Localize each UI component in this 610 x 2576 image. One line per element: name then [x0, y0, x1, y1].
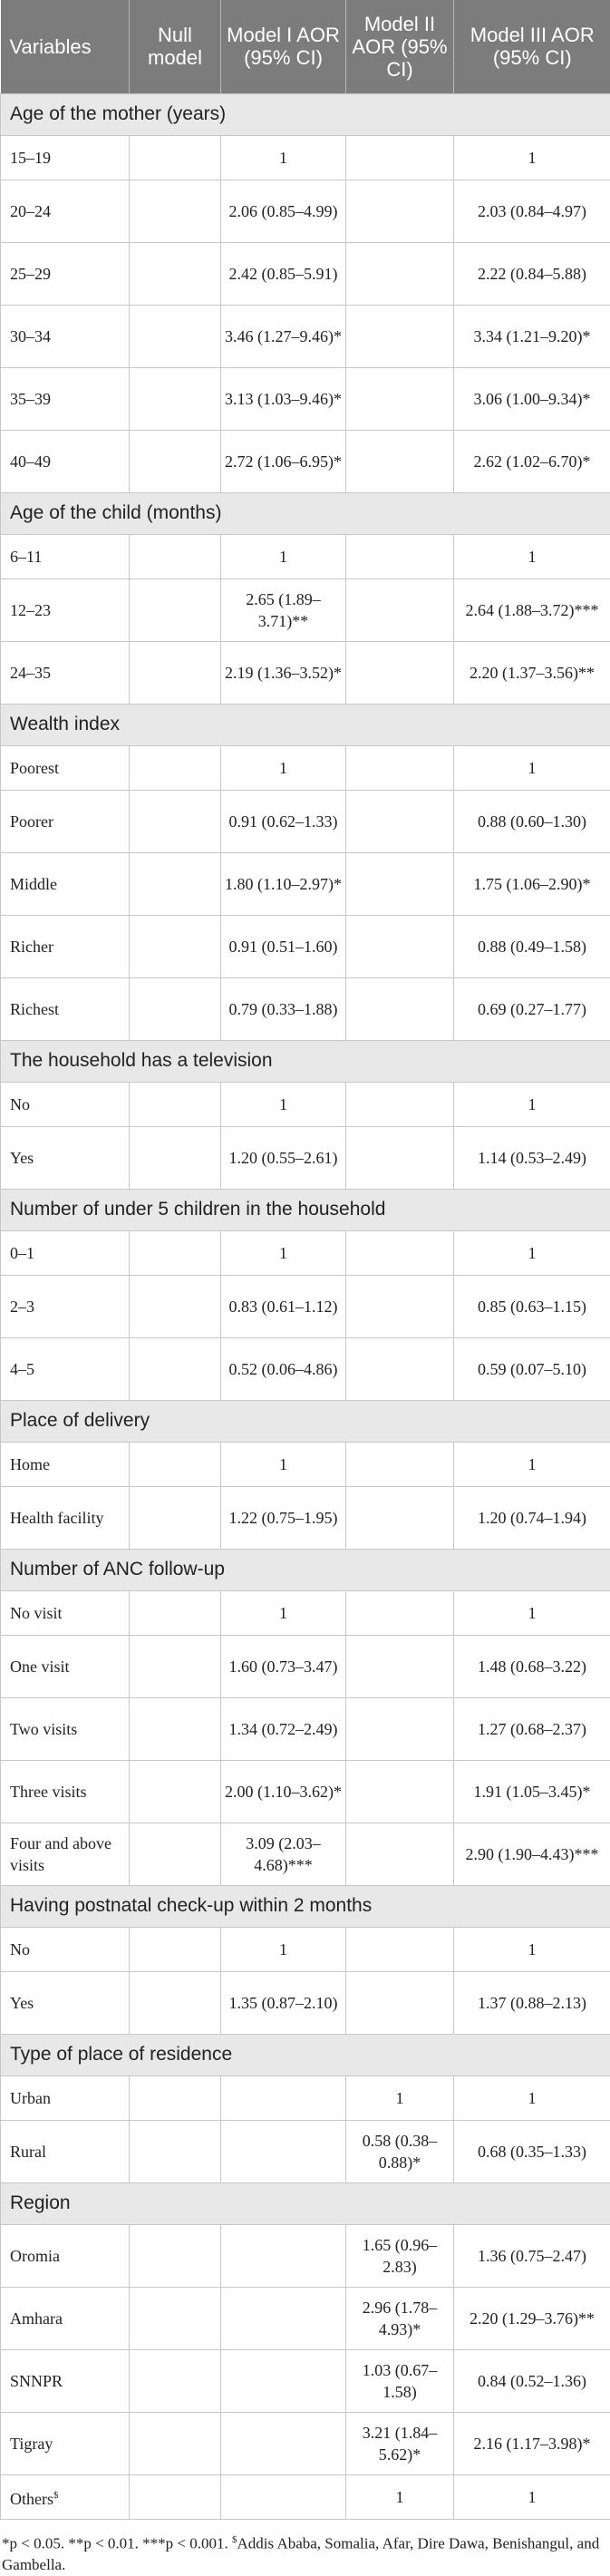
model-1-cell	[221, 2287, 346, 2349]
model-2-cell	[346, 745, 454, 790]
model-1-cell: 0.91 (0.51–1.60)	[221, 915, 346, 977]
model-1-cell: 1.20 (0.55–2.61)	[221, 1126, 346, 1189]
null-model-cell	[130, 367, 221, 430]
variable-label-text: 2–3	[10, 1298, 34, 1316]
section-header-row	[1, 2034, 610, 2075]
table-row	[1, 915, 610, 977]
model-3-cell: 1	[454, 1590, 610, 1635]
table-row	[1, 977, 610, 1040]
null-model-cell	[130, 1971, 221, 2034]
model-2-cell	[346, 135, 454, 180]
model-2-cell: 1.65 (0.96–2.83)	[346, 2224, 454, 2287]
variable-label-text: No	[10, 1940, 30, 1959]
variable-label-text: 30–34	[10, 327, 51, 345]
model-1-cell: 2.65 (1.89–3.71)**	[221, 578, 346, 641]
variable-label	[1, 1442, 130, 1486]
section-header-row	[1, 704, 610, 745]
model-1-cell: 1	[221, 1590, 346, 1635]
variable-label	[1, 977, 130, 1040]
table-row	[1, 1230, 610, 1275]
section-title: The household has a television	[1, 1040, 610, 1082]
table-row	[1, 430, 610, 492]
table-row	[1, 2120, 610, 2182]
model-1-cell: 1.34 (0.72–2.49)	[221, 1697, 346, 1760]
model-3-cell: 1.27 (0.68–2.37)	[454, 1697, 610, 1760]
model-1-cell: 0.91 (0.62–1.33)	[221, 790, 346, 852]
variable-label	[1, 1082, 130, 1126]
variable-label-text: Richest	[10, 1000, 59, 1018]
variable-label-text: 15–19	[10, 149, 51, 167]
section-title: Number of under 5 children in the household	[1, 1189, 610, 1230]
model-2-cell	[346, 1697, 454, 1760]
variable-label-text: Yes	[10, 1149, 34, 1167]
model-2-cell	[346, 1337, 454, 1400]
variable-label	[1, 2349, 130, 2412]
table-row	[1, 1126, 610, 1189]
null-model-cell	[130, 790, 221, 852]
header-model-1: Model I AOR (95% CI)	[221, 0, 346, 93]
variable-label	[1, 1927, 130, 1971]
variable-label-text: 4–5	[10, 1360, 34, 1378]
footnote-symbol: $	[232, 2534, 237, 2545]
section-header-row	[1, 2182, 610, 2224]
variable-label-text: Middle	[10, 875, 57, 893]
model-1-cell: 1	[221, 534, 346, 578]
variable-label-text: Richer	[10, 938, 53, 956]
null-model-cell	[130, 1337, 221, 1400]
variable-label-text: Amhara	[10, 2309, 63, 2328]
variable-label	[1, 1697, 130, 1760]
null-model-cell	[130, 2412, 221, 2474]
variable-label-text: 12–23	[10, 601, 51, 619]
variable-label	[1, 180, 130, 242]
variable-label	[1, 745, 130, 790]
model-2-cell	[346, 1590, 454, 1635]
null-model-cell	[130, 1442, 221, 1486]
table-row	[1, 1635, 610, 1697]
model-3-cell: 1.48 (0.68–3.22)	[454, 1635, 610, 1697]
variable-label	[1, 2120, 130, 2182]
model-2-cell	[346, 977, 454, 1040]
model-3-cell: 2.64 (1.88–3.72)***	[454, 578, 610, 641]
variable-label-superscript: $	[53, 2490, 59, 2501]
model-1-cell: 1	[221, 745, 346, 790]
variable-label-text: 0–1	[10, 1244, 34, 1262]
variable-label-text: Yes	[10, 1994, 34, 2012]
model-2-cell: 3.21 (1.84–5.62)*	[346, 2412, 454, 2474]
variable-label-text: 25–29	[10, 265, 51, 283]
model-1-cell: 2.19 (1.36–3.52)*	[221, 641, 346, 704]
null-model-cell	[130, 430, 221, 492]
model-3-cell: 1	[454, 745, 610, 790]
section-header-row	[1, 1040, 610, 1082]
model-1-cell: 1	[221, 1442, 346, 1486]
null-model-cell	[130, 1230, 221, 1275]
model-1-cell: 0.79 (0.33–1.88)	[221, 977, 346, 1040]
table-row	[1, 534, 610, 578]
table-row	[1, 745, 610, 790]
model-3-cell: 1.14 (0.53–2.49)	[454, 1126, 610, 1189]
variable-label	[1, 1337, 130, 1400]
model-1-cell: 3.13 (1.03–9.46)*	[221, 367, 346, 430]
model-3-cell: 0.88 (0.60–1.30)	[454, 790, 610, 852]
model-2-cell	[346, 242, 454, 305]
table-row	[1, 242, 610, 305]
section-header-row	[1, 492, 610, 534]
table-row	[1, 367, 610, 430]
table-row	[1, 2075, 610, 2120]
table-row	[1, 1760, 610, 1823]
null-model-cell	[130, 578, 221, 641]
null-model-cell	[130, 2120, 221, 2182]
model-3-cell: 3.06 (1.00–9.34)*	[454, 367, 610, 430]
model-1-cell: 1.60 (0.73–3.47)	[221, 1635, 346, 1697]
header-row	[1, 0, 610, 93]
model-2-cell: 1	[346, 2075, 454, 2120]
variable-label-text: Three visits	[10, 1783, 86, 1801]
section-header-row	[1, 93, 610, 135]
section-header-row	[1, 1400, 610, 1442]
model-2-cell	[346, 1971, 454, 2034]
model-3-cell: 0.85 (0.63–1.15)	[454, 1275, 610, 1337]
variable-label	[1, 242, 130, 305]
table-row	[1, 1971, 610, 2034]
variable-label	[1, 367, 130, 430]
model-2-cell	[346, 1082, 454, 1126]
null-model-cell	[130, 1760, 221, 1823]
model-2-cell	[346, 790, 454, 852]
table-row	[1, 1590, 610, 1635]
variable-label-text: Four and above visits	[10, 1834, 111, 1874]
model-1-cell	[221, 2075, 346, 2120]
null-model-cell	[130, 977, 221, 1040]
variable-label	[1, 1230, 130, 1275]
model-3-cell: 3.34 (1.21–9.20)*	[454, 305, 610, 367]
null-model-cell	[130, 1486, 221, 1549]
null-model-cell	[130, 1590, 221, 1635]
table-row	[1, 2287, 610, 2349]
footnote-others-list: Addis Ababa, Somalia, Afar, Dire Dawa, Benishangul, and Gambella.	[2, 2534, 599, 2573]
model-2-cell	[346, 1927, 454, 1971]
header-model-3: Model III AOR (95% CI)	[454, 0, 610, 93]
null-model-cell	[130, 915, 221, 977]
section-title: Number of ANC follow-up	[1, 1549, 610, 1590]
null-model-cell	[130, 1697, 221, 1760]
model-1-cell	[221, 2349, 346, 2412]
model-1-cell: 2.06 (0.85–4.99)	[221, 180, 346, 242]
model-2-cell	[346, 641, 454, 704]
null-model-cell	[130, 2224, 221, 2287]
model-1-cell	[221, 2224, 346, 2287]
model-3-cell: 0.88 (0.49–1.58)	[454, 915, 610, 977]
table-row	[1, 1337, 610, 1400]
model-2-cell	[346, 430, 454, 492]
table-row	[1, 641, 610, 704]
model-3-cell: 2.03 (0.84–4.97)	[454, 180, 610, 242]
variable-label	[1, 135, 130, 180]
null-model-cell	[130, 641, 221, 704]
model-3-cell: 2.16 (1.17–3.98)*	[454, 2412, 610, 2474]
table-row	[1, 2349, 610, 2412]
table-body	[1, 93, 610, 2519]
variable-label-text: No visit	[10, 1604, 63, 1622]
variable-label-text: 35–39	[10, 390, 51, 408]
variable-label-text: No	[10, 1095, 30, 1113]
model-3-cell: 1	[454, 135, 610, 180]
table-row	[1, 852, 610, 915]
table-row	[1, 180, 610, 242]
null-model-cell	[130, 1823, 221, 1885]
model-3-cell: 0.84 (0.52–1.36)	[454, 2349, 610, 2412]
model-3-cell: 2.20 (1.37–3.56)**	[454, 641, 610, 704]
null-model-cell	[130, 180, 221, 242]
model-2-cell: 1	[346, 2474, 454, 2519]
null-model-cell	[130, 1082, 221, 1126]
model-2-cell: 0.58 (0.38–0.88)*	[346, 2120, 454, 2182]
table-row	[1, 1275, 610, 1337]
model-1-cell	[221, 2474, 346, 2519]
model-2-cell	[346, 1635, 454, 1697]
model-2-cell	[346, 578, 454, 641]
variable-label-text: Rural	[10, 2143, 46, 2161]
model-1-cell: 1.22 (0.75–1.95)	[221, 1486, 346, 1549]
table-row	[1, 1697, 610, 1760]
variable-label	[1, 2287, 130, 2349]
null-model-cell	[130, 852, 221, 915]
model-3-cell: 1	[454, 1442, 610, 1486]
table-row	[1, 2474, 610, 2519]
model-2-cell	[346, 1760, 454, 1823]
model-2-cell	[346, 180, 454, 242]
model-2-cell	[346, 1275, 454, 1337]
variable-label	[1, 1126, 130, 1189]
variable-label	[1, 534, 130, 578]
variable-label-text: Poorer	[10, 812, 53, 831]
model-3-cell: 1.20 (0.74–1.94)	[454, 1486, 610, 1549]
model-1-cell: 2.42 (0.85–5.91)	[221, 242, 346, 305]
null-model-cell	[130, 2287, 221, 2349]
model-1-cell: 1	[221, 1082, 346, 1126]
variable-label-text: Two visits	[10, 1720, 77, 1738]
header-model-2: Model II AOR (95% CI)	[346, 0, 454, 93]
variable-label-text: Urban	[10, 2089, 51, 2107]
model-3-cell: 2.20 (1.29–3.76)**	[454, 2287, 610, 2349]
variable-label-text: 24–35	[10, 664, 51, 682]
model-2-cell	[346, 852, 454, 915]
table-header	[1, 0, 610, 93]
section-title: Age of the child (months)	[1, 492, 610, 534]
section-title: Place of delivery	[1, 1400, 610, 1442]
model-1-cell: 1	[221, 1230, 346, 1275]
variable-label-text: 6–11	[10, 548, 42, 566]
variable-label-text: Poorest	[10, 759, 59, 777]
section-header-row	[1, 1885, 610, 1927]
model-2-cell: 1.03 (0.67–1.58)	[346, 2349, 454, 2412]
model-1-cell: 2.00 (1.10–3.62)*	[221, 1760, 346, 1823]
model-2-cell	[346, 1442, 454, 1486]
variable-label-text: Tigray	[10, 2435, 53, 2453]
null-model-cell	[130, 1126, 221, 1189]
model-2-cell	[346, 367, 454, 430]
model-3-cell: 1	[454, 2474, 610, 2519]
variable-label-text: 20–24	[10, 202, 51, 220]
variable-label	[1, 915, 130, 977]
variable-label	[1, 1275, 130, 1337]
variable-label-text: Home	[10, 1455, 50, 1473]
null-model-cell	[130, 2474, 221, 2519]
model-3-cell: 0.69 (0.27–1.77)	[454, 977, 610, 1040]
footnote-significance: *p < 0.05. **p < 0.01. ***p < 0.001.	[2, 2534, 228, 2552]
variable-label	[1, 641, 130, 704]
variable-label-text: One visit	[10, 1657, 70, 1676]
model-1-cell: 1.80 (1.10–2.97)*	[221, 852, 346, 915]
variable-label	[1, 1486, 130, 1549]
model-2-cell	[346, 305, 454, 367]
table-row	[1, 305, 610, 367]
model-1-cell	[221, 2412, 346, 2474]
table-row	[1, 578, 610, 641]
null-model-cell	[130, 534, 221, 578]
variable-label	[1, 2075, 130, 2120]
null-model-cell	[130, 305, 221, 367]
variable-label	[1, 2412, 130, 2474]
model-3-cell: 1	[454, 1927, 610, 1971]
variable-label	[1, 578, 130, 641]
section-title: Region	[1, 2182, 610, 2224]
section-title: Age of the mother (years)	[1, 93, 610, 135]
variable-label-text: Health facility	[10, 1509, 103, 1527]
model-3-cell: 1	[454, 1082, 610, 1126]
model-1-cell: 3.09 (2.03–4.68)***	[221, 1823, 346, 1885]
null-model-cell	[130, 1927, 221, 1971]
model-3-cell: 0.68 (0.35–1.33)	[454, 2120, 610, 2182]
null-model-cell	[130, 1635, 221, 1697]
section-title: Having postnatal check-up within 2 months	[1, 1885, 610, 1927]
table-row	[1, 2224, 610, 2287]
table-row	[1, 1442, 610, 1486]
model-1-cell: 1	[221, 1927, 346, 1971]
model-3-cell: 1	[454, 534, 610, 578]
model-3-cell: 2.90 (1.90–4.43)***	[454, 1823, 610, 1885]
table-row	[1, 2412, 610, 2474]
table-row	[1, 790, 610, 852]
null-model-cell	[130, 242, 221, 305]
model-3-cell: 0.59 (0.07–5.10)	[454, 1337, 610, 1400]
variable-label	[1, 1635, 130, 1697]
model-3-cell: 2.62 (1.02–6.70)*	[454, 430, 610, 492]
model-3-cell: 1	[454, 1230, 610, 1275]
model-3-cell: 1.37 (0.88–2.13)	[454, 1971, 610, 2034]
model-1-cell: 2.72 (1.06–6.95)*	[221, 430, 346, 492]
model-3-cell: 1.91 (1.05–3.45)*	[454, 1760, 610, 1823]
null-model-cell	[130, 2349, 221, 2412]
variable-label-text: Oromia	[10, 2247, 60, 2265]
model-1-cell: 0.52 (0.06–4.86)	[221, 1337, 346, 1400]
model-2-cell	[346, 1230, 454, 1275]
variable-label	[1, 430, 130, 492]
header-variables: Variables	[1, 0, 130, 93]
variable-label	[1, 852, 130, 915]
model-2-cell	[346, 534, 454, 578]
model-2-cell	[346, 915, 454, 977]
variable-label-text: 40–49	[10, 452, 51, 471]
variable-label	[1, 790, 130, 852]
model-3-cell: 1	[454, 2075, 610, 2120]
table-row	[1, 1823, 610, 1885]
model-2-cell	[346, 1486, 454, 1549]
model-2-cell	[346, 1823, 454, 1885]
null-model-cell	[130, 2075, 221, 2120]
variable-label-text: SNNPR	[10, 2372, 63, 2390]
section-header-row	[1, 1549, 610, 1590]
model-1-cell: 1	[221, 135, 346, 180]
variable-label	[1, 1823, 130, 1885]
model-2-cell: 2.96 (1.78–4.93)*	[346, 2287, 454, 2349]
table-row	[1, 135, 610, 180]
model-1-cell: 0.83 (0.61–1.12)	[221, 1275, 346, 1337]
variable-label	[1, 2224, 130, 2287]
model-1-cell: 3.46 (1.27–9.46)*	[221, 305, 346, 367]
model-3-cell: 1.36 (0.75–2.47)	[454, 2224, 610, 2287]
section-title: Type of place of residence	[1, 2034, 610, 2075]
section-header-row	[1, 1189, 610, 1230]
null-model-cell	[130, 745, 221, 790]
section-title: Wealth index	[1, 704, 610, 745]
model-3-cell: 2.22 (0.84–5.88)	[454, 242, 610, 305]
table-row	[1, 1486, 610, 1549]
variable-label	[1, 1971, 130, 2034]
header-null-model: Null model	[130, 0, 221, 93]
variable-label	[1, 305, 130, 367]
model-1-cell	[221, 2120, 346, 2182]
variable-label	[1, 1760, 130, 1823]
model-2-cell	[346, 1126, 454, 1189]
table-footnote	[0, 2520, 610, 2576]
model-3-cell: 1.75 (1.06–2.90)*	[454, 852, 610, 915]
table-row	[1, 1082, 610, 1126]
null-model-cell	[130, 1275, 221, 1337]
table-row	[1, 1927, 610, 1971]
null-model-cell	[130, 135, 221, 180]
variable-label-text: Others	[10, 2490, 53, 2508]
variable-label	[1, 2474, 130, 2519]
model-1-cell: 1.35 (0.87–2.10)	[221, 1971, 346, 2034]
variable-label	[1, 1590, 130, 1635]
